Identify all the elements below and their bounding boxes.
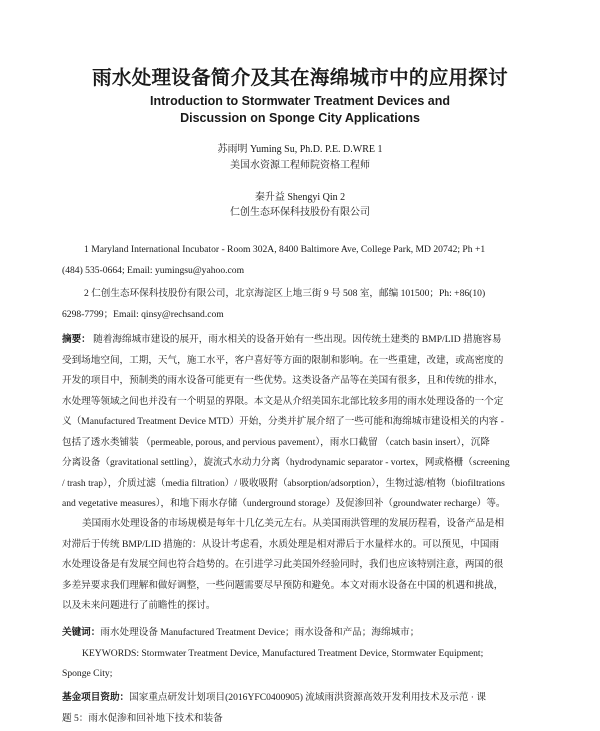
author-1-name: 苏雨明 Yuming Su, Ph.D. P.E. D.WRE 1 [217,144,383,155]
address-2 [62,284,538,325]
abstract-line: / trash trap），介质过滤（media filtration）/ 吸收吸附（absorption/adsorption），生物过滤/植物（biofiltrations [62,477,505,489]
keywords-en-line1: KEYWORDS: Stormwater Treatment Device, Manufactured Treatment Device, Stormwater Equipment; [82,647,484,659]
abstract-label: 摘要： [62,334,91,345]
abstract-line: 摘要： 随着海绵城市建设的展开，雨水相关的设备开始有一些出现。因传统土建类的 BMP/LID 措施容易 [62,334,502,345]
body-line: 美国雨水处理设备的市场规模是每年十几亿美元左右。从美国雨洪管理的发展历程看，设备产品是相 [82,518,505,529]
abstract-line: 分离设备（gravitational settling），旋流式水动力分离（hydrodynamic separator - vortex，网或格栅（screening [62,457,510,468]
funding-line2: 题 5：雨水促渗和回补地下技术和装备 [62,712,223,724]
title-chinese: 雨水处理设备简介及其在海绵城市中的应用探讨 [92,66,508,89]
keywords-en-line2: Sponge City; [62,668,113,679]
abstract-line: 包括了透水类铺装 （permeable, porous, and pervious pavement），雨水口截留 （catch basin insert），沉降 [62,436,490,448]
abstract-line: and vegetative measures），和地下雨水存储（underground storage）及促渗回补（groundwater recharge）等。 [62,498,506,509]
title-english-line2: Discussion on Sponge City Applications [180,111,420,125]
address-2-line2: 6298-7799；Email: qinsy@rechsand.com [62,308,224,320]
body-paragraph [62,514,538,617]
abstract-line: 开发的项目中，预制类的雨水设备可能更有一些优势。这类设备产品等在美国有很多，且和传统的排水， [62,375,504,386]
address-2-line1: 2 仁创生态环保科技股份有限公司，北京海淀区上地三街 9 号 508 室，邮编 101500；Ph: +86(10) [84,288,486,299]
address-1 [62,240,538,281]
abstract [62,330,538,515]
keywords-cn-label: 关键词： [62,627,101,638]
abstract-line: 义（Manufactured Treatment Device MTD）开始，分类并扩展介绍了一些可能和海绵城市建设相关的内容 - [62,416,504,427]
author-1-affiliation: 美国水资源工程师院资格工程师 [230,160,370,171]
abstract-line: 受到场地空间，工期，天气，施工水平，客户喜好等方面的限制和影响。在一些重建，改建，或高密度的 [62,354,504,366]
funding-line1: 基金项目资助：国家重点研发计划项目(2016YFC0400905) 流域雨洪资源高效开发利用技术及示范 · 课 [62,692,486,703]
author-2-name: 秦升益 Shengyi Qin 2 [254,192,346,203]
keywords [62,623,538,685]
body-line: 以及未来问题进行了前瞻性的探讨。 [62,600,216,611]
address-1-line1: 1 Maryland International Incubator - Room 302A, 8400 Baltimore Ave, College Park, MD 20742; Ph +1 [84,244,486,255]
title-english [0,93,600,127]
address-1-line2: (484) 535-0664; Email: yumingsu@yahoo.com [62,264,245,276]
funding [62,688,538,729]
funding-label: 基金项目资助： [62,692,130,703]
title-english-line1: Introduction to Stormwater Treatment Devices and [149,94,451,108]
body-line: 对滞后于传统 BMP/LID 措施的：从设计考虑看，水质处理是相对滞后于水量样水的。可以预见，中国雨 [62,538,500,550]
author-2-affiliation: 仁创生态环保科技股份有限公司 [230,207,370,218]
body-line: 水处理设备是有发展空间也符合趋势的。在引进学习此美国外经验同时，我们也应该特别注意，两国的很 [62,559,504,570]
keywords-cn: 关键词：雨水处理设备 Manufactured Treatment Device；雨水设备和产品；海绵城市； [62,627,420,638]
abstract-line: 水处理等领域之间也并没有一个明显的界限。本文是从介绍美国东北部比较多用的雨水处理设备的一个定 [62,395,504,407]
body-line: 多差异要求我们理解和做好调整，一些问题需要尽早预防和避免。本文对雨水设备在中国的机遇和挑战， [62,579,504,591]
